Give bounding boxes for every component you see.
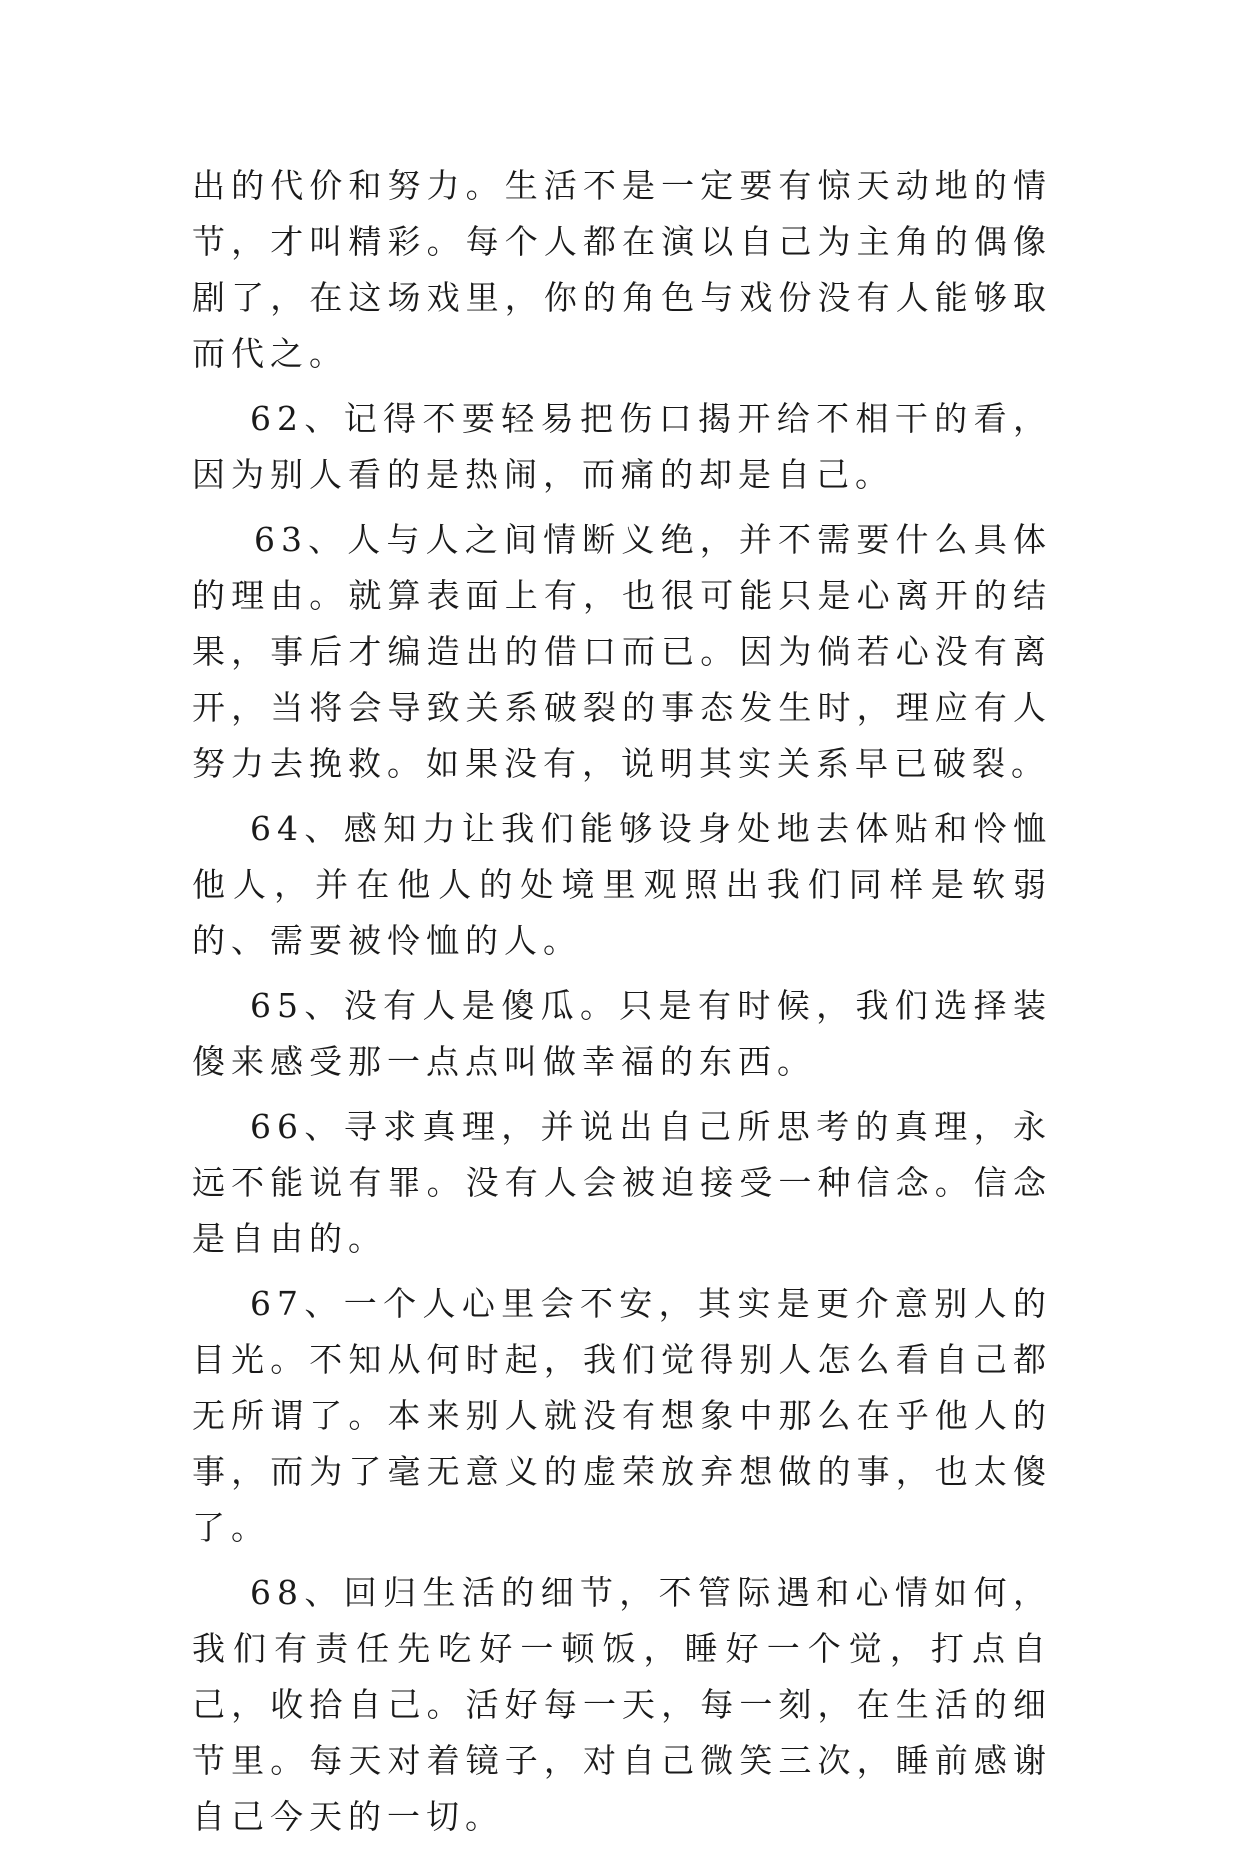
paragraph-68: 68、回归生活的细节，不管际遇和心情如何，我们有责任先吃好一顿饭，睡好一个觉，打点自己，收拾自己。活好每一天，每一刻，在生活的细节里。每天对着镜子，对自己微笑三次，睡前感谢自己今天的一切。 <box>192 1573 1052 1836</box>
document-body <box>192 158 1052 1854</box>
paragraph-continued: 出的代价和努力。生活不是一定要有惊天动地的情节，才叫精彩。每个人都在演以自己为主角的偶像剧了，在这场戏里，你的角色与戏份没有人能够取而代之。 <box>192 166 1052 373</box>
paragraph-64: 64、感知力让我们能够设身处地去体贴和怜恤他人，并在他人的处境里观照出我们同样是软弱的、需要被怜恤的人。 <box>192 809 1052 960</box>
paragraph-65: 65、没有人是傻瓜。只是有时候，我们选择装傻来感受那一点点叫做幸福的东西。 <box>192 986 1052 1081</box>
paragraph-67: 67、一个人心里会不安，其实是更介意别人的目光。不知从何时起，我们觉得别人怎么看自己都无所谓了。本来别人就没有想象中那么在乎他人的事，而为了毫无意义的虚荣放弃想做的事，也太傻了。 <box>192 1284 1052 1547</box>
paragraph-63: 63、人与人之间情断义绝，并不需要什么具体的理由。就算表面上有，也很可能只是心离开的结果，事后才编造出的借口而已。因为倘若心没有离开，当将会导致关系破裂的事态发生时，理应有人努力去挽救。如果没有，说明其实关系早已破裂。 <box>192 520 1052 783</box>
paragraph-62: 62、记得不要轻易把伤口揭开给不相干的看，因为别人看的是热闹，而痛的却是自己。 <box>192 399 1052 494</box>
paragraph-66: 66、寻求真理，并说出自己所思考的真理，永远不能说有罪。没有人会被迫接受一种信念。信念是自由的。 <box>192 1107 1052 1258</box>
